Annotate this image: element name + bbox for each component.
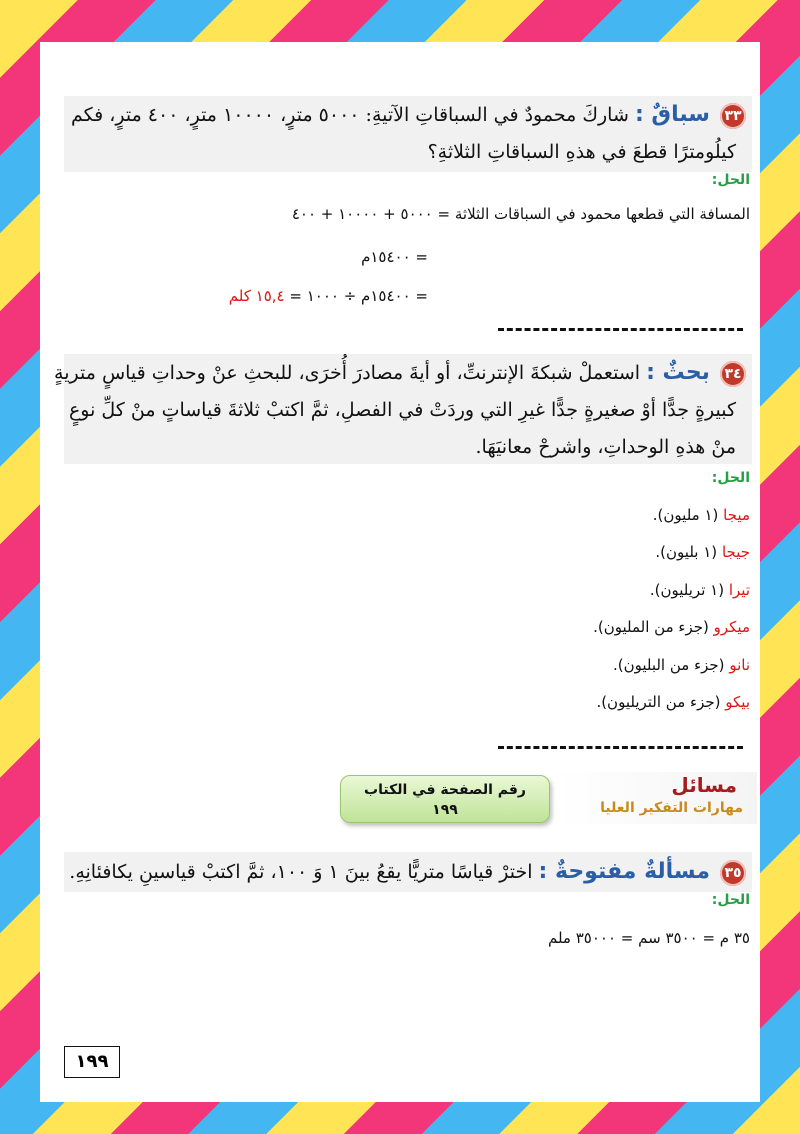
page-number: ١٩٩: [64, 1046, 120, 1078]
section-subtitle: مهارات التفكير العليا: [600, 800, 743, 816]
question-34-line2: كبيرةٍ جدًّا أوْ صغيرةٍ جدًّا غيرِ التي وردَتْ في الفصلِ، ثمَّ اكتبْ ثلاثةَ قياساتٍ منْ كلِّ نوعٍ: [68, 399, 736, 421]
unit-meaning: (جزء من التريليون).: [596, 693, 721, 711]
unit-name: جيجا: [721, 543, 750, 561]
page-reference-label: رقم الصفحة في الكتاب: [364, 782, 526, 798]
unit-meaning: (١ تريليون).: [649, 581, 725, 599]
question-title: مسألةٌ مفتوحةٌ :: [538, 859, 710, 884]
section-title: مسائل: [671, 773, 737, 797]
solution-label: الحل:: [711, 172, 750, 188]
unit-meaning: (١ مليون).: [652, 506, 719, 524]
solution-expression: = ١٥٤٠٠م ÷ ١٠٠٠ =: [289, 287, 428, 305]
question-number-badge: ٣٤: [720, 361, 746, 387]
solution-label: الحل:: [711, 892, 750, 908]
question-34-line1: [54, 354, 746, 392]
unit-meaning: (جزء من المليون).: [593, 618, 709, 636]
question-text: اخترْ قياسًا متريًّا يقعُ بينَ ١ وَ ١٠٠، ثمَّ اكتبْ قياسينِ يكافئانِهِ.: [69, 861, 533, 883]
worksheet-page: [40, 42, 760, 1102]
dashed-divider: [498, 328, 743, 331]
unit-item: [596, 693, 750, 711]
section-header: [557, 772, 757, 824]
question-33-line2: كيلُومترًا قطعَ في هذهِ السباقاتِ الثلاثةِ؟: [427, 141, 736, 163]
unit-item: [650, 581, 750, 599]
unit-name: بيكو: [725, 693, 750, 711]
solution-line: المسافة التي قطعها محمود في السباقات الثلاثة = ٥٠٠٠ + ١٠٠٠٠ + ٤٠٠: [291, 205, 750, 223]
dashed-divider: [498, 746, 743, 749]
question-33-line1: [64, 96, 746, 134]
unit-name: ميكرو: [713, 618, 750, 636]
question-33-box: [64, 96, 752, 172]
question-34-line3: منْ هذهِ الوحداتِ، واشرحْ معانيَهَا.: [475, 436, 736, 458]
page-reference-number: ١٩٩: [432, 802, 458, 818]
unit-item: [593, 618, 750, 636]
question-35-box: [64, 852, 752, 892]
question-text: شاركَ محمودٌ في السباقاتِ الآتيةِ: ٥٠٠٠ مترٍ، ١٠٠٠٠ مترٍ، ٤٠٠ مترٍ، فكم: [70, 104, 629, 126]
unit-meaning: (١ بليون).: [655, 543, 718, 561]
question-number-badge: ٣٥: [720, 860, 746, 886]
question-title: سباقٌ :: [634, 102, 710, 127]
question-34-box: [54, 354, 752, 464]
question-title: بحثٌ :: [646, 360, 710, 385]
unit-name: ميجا: [723, 506, 750, 524]
solution-line: [229, 287, 428, 305]
question-text: استعملْ شبكةَ الإنترنتِّ، أو أيةَ مصادرَ أُخرَى، للبحثِ عنْ وحداتِ قياسٍ متريةٍ: [54, 362, 641, 384]
question-35-line1: [64, 852, 746, 892]
solution-line: ٣٥ م = ٣٥٠٠ سم = ٣٥٠٠٠ ملم: [547, 929, 750, 947]
solution-line: = ١٥٤٠٠م: [361, 248, 428, 266]
solution-answer: ١٥,٤ كلم: [228, 287, 285, 305]
question-number-badge: ٣٣: [720, 103, 746, 129]
unit-name: تيرا: [728, 581, 750, 599]
solution-label: الحل:: [711, 470, 750, 486]
book-page-reference: [340, 775, 550, 823]
unit-item: [613, 656, 750, 674]
unit-meaning: (جزء من البليون).: [612, 656, 725, 674]
unit-item: [655, 543, 750, 561]
unit-name: نانو: [729, 656, 750, 674]
unit-item: [653, 506, 750, 524]
